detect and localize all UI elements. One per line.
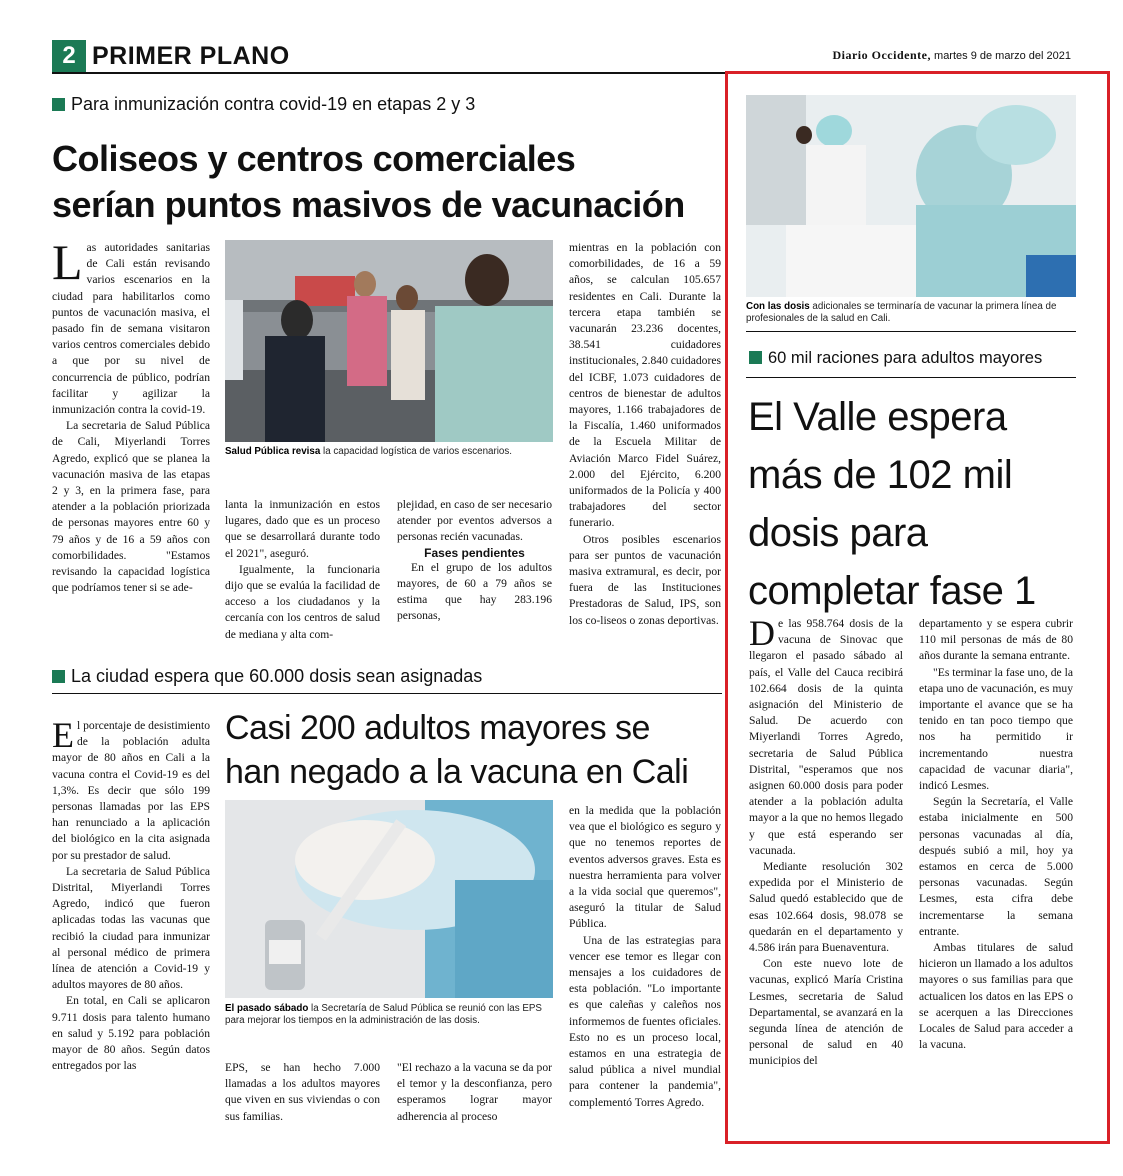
story2-column-1: El porcentaje de desistimiento de la población adulta mayor de 80 años en Cali a la vacuna contra el Covid-19 es del 1,3%. Es decir que sólo 199 personas llamadas por las EPS han renunciado a la aplicación del biológico en la cita asignada por su prestador de salud. La secretaria de Salud Pública Distrital, Miyerlandi Torres Agredo, indicó que fueron aplicadas todas las vacunas que recibió la ciudad para inmunizar al personal médico de primera línea de atención a Covid-19 y adultos mayores de 80 años. En total, en Cali se aplicaron 9.711 dosis para talento humano en salud y 5.192 para población mayor de 80 años. Según datos entregados por las [52,715,210,1073]
story1-column-4: mientras en la población con comorbilidades, de 16 a 59 años, se calculan 105.657 residentes en Cali. Durante la tercera etapa también se vacunarán 23.236 docentes, 38.541 cuidadores institucionales, 2.840 cuidadores del ICBF, 1.073 cuidadores de centros de bienestar de adultos mayores, 1.166 trabajadores de la Fiscalía, 1.460 uniformados de la Escuela Militar de Aviación Marco Fidel Suárez, 2.000 del Ejército, 6.200 uniformados de la Policía y 400 trabajadores del sector funerario. Otros posibles escenarios para ser puntos de vacunación masiva extramural, es decir, por fuera de las Instituciones Prestadoras de Salud, IPS, son los co-liseos o zonas deportivas. [569,241,721,627]
story2-column-2: EPS, se han hecho 7.000 llamadas a los adultos mayores que viven en sus viviendas o con sus familias. [225,1061,380,1123]
story3-column-2: departamento y se espera cubrir 110 mil personas de más de 80 años durante la semana entrante. "Es terminar la fase uno, de la etapa uno de vacunación, es muy importante el avance que se ha tenido en tan poco tiempo que nos ha permitido ir incrementando nuestra capacidad de vacunar diaria", indicó Lesmes. Según la Secretaría, el Valle estaba inicialmente en 500 personas vacunadas al día, después subió a mil, hoy ya estamos en cerca de 5.000 personas vacunadas. Según Lesmes, esta cifra debe incrementarse la semana entrante. Ambas titulares de salud hicieron un llamado a los adultos mayores o sus familias para que actualicen los datos en las EPS o se acerquen a las Direcciones Locales de Salud para acceder a la vacuna. [919,617,1073,1052]
story2-column-4: en la medida que la población vea que el biológico es seguro y que no tenemos reportes de eventos adversos graves. Esta es nuestra herramienta para volver a la vida social que queremos", aseguró la titular de Salud Pública. Una de las estrategias para vencer ese temor es llegar con mensajes a los cuidadores de esta población. "Lo importante es que caleñas y caleños nos informemos de fuentes oficiales. Esto no es un proceso local, estamos en una estrategia de salud pública a nivel mundial para contener la pandemia", complementó Torres Agredo. [569,804,721,1109]
story2-column-3: "El rechazo a la vacuna se da por el temor y la desconfianza, pero esperamos lograr mayor adherencia al proceso [397,1061,552,1123]
highlight-frame [725,71,1110,1144]
section-title: PRIMER PLANO [92,42,290,70]
story3-headline: El Valle espera más de 102 mil dosis para completar fase 1 [748,395,1036,613]
story2-kicker: La ciudad espera que 60.000 dosis sean asignadas [52,664,482,688]
story2-rule [52,693,722,694]
issue-date: martes 9 de marzo del 2021 [934,50,1071,62]
story2-headline: Casi 200 adultos mayores se han negado a la vacuna en Cali [225,709,689,791]
story3-kicker: 60 mil raciones para adultos mayores [749,346,1042,370]
kicker-square-icon [52,670,65,683]
masthead-date [832,48,1071,63]
story3-caption: Con las dosis adicionales se terminaría de vacunar la primera línea de profesionales de la salud en Cali. [746,301,1057,324]
story1-photo [225,240,553,442]
story3-column-1: De las 958.764 dosis de la vacuna de Sinovac que llegaron el pasado sábado al país, el Valle del Cauca recibirá 102.664 dosis de la quinta asignación del Ministerio de Salud. De acuerdo con Miyerlandi Torres Agredo, secretaria de Salud Pública Distrital, "esperamos que nos asignen 60.000 dosis para poder atender a la población adulta mayor a la que no hemos llegado y que está esperando ser vacunada. Mediante resolución 302 expedida por el Ministerio de Salud quedó establecido que de esas 102.664 dosis, 98.078 se quedarán en el departamento y 4.586 irán para Buenaventura. Con este nuevo lote de vacunas, explicó María Cristina Lesmes, secretaria de Salud Departamental, se avanzará en la segunda línea de atención de personal de salud en 40 municipios del [749,613,903,1068]
story1-column-3: plejidad, en caso de ser necesario atender por eventos adversos a personas recién vacunadas. Fases pendientes En el grupo de los adultos mayores, de 60 a 79 años se estima que hay 283.196 personas, [397,498,552,623]
kicker-square-icon [52,98,65,111]
story1-column-1: Las autoridades sanitarias de Cali están revisando varios escenarios en la ciudad para habilitarlos como puntos de vacunación masiva, el pasado fin de semana visitaron varios centros comerciales debido a que por su nivel de concurrencia de público, podrían facilitar y agilizar la inmunización contra la covid-19. La secretaria de Salud Pública de Cali, Miyerlandi Torres Agredo, explicó que se planea la vacunación masiva de las etapas 2 y 3, en la primera fase, para atender a la población priorizada de personas mayores entre 60 y 79 años y de 16 a 59 años con comorbilidades. "Estamos revisando la capacidad logística que podríamos tener si se ade- [52,234,210,595]
story1-column-2: lanta la inmunización en estos lugares, dado que es un proceso que se desarrollará durante todo el 2021", aseguró. Igualmente, la funcionaria dijo que se evalúa la facilidad de acceso a los ciudadanos y la cercanía con los centros de salud de mediana y alta com- [225,498,380,641]
page-number: 2 [52,40,86,72]
masthead: Diario Occidente, [832,48,931,62]
story1-caption: Salud Pública revisa la capacidad logística de varios escenarios. [225,446,512,457]
story2-photo [225,800,553,998]
story1-kicker: Para inmunización contra covid-19 en etapas 2 y 3 [52,92,475,116]
story2-caption: El pasado sábado la Secretaría de Salud Pública se reunió con las EPS para mejorar los tiempos en la administración de las dosis. [225,1003,542,1026]
story1-headline: Coliseos y centros comerciales serían puntos masivos de vacunación [52,138,685,225]
